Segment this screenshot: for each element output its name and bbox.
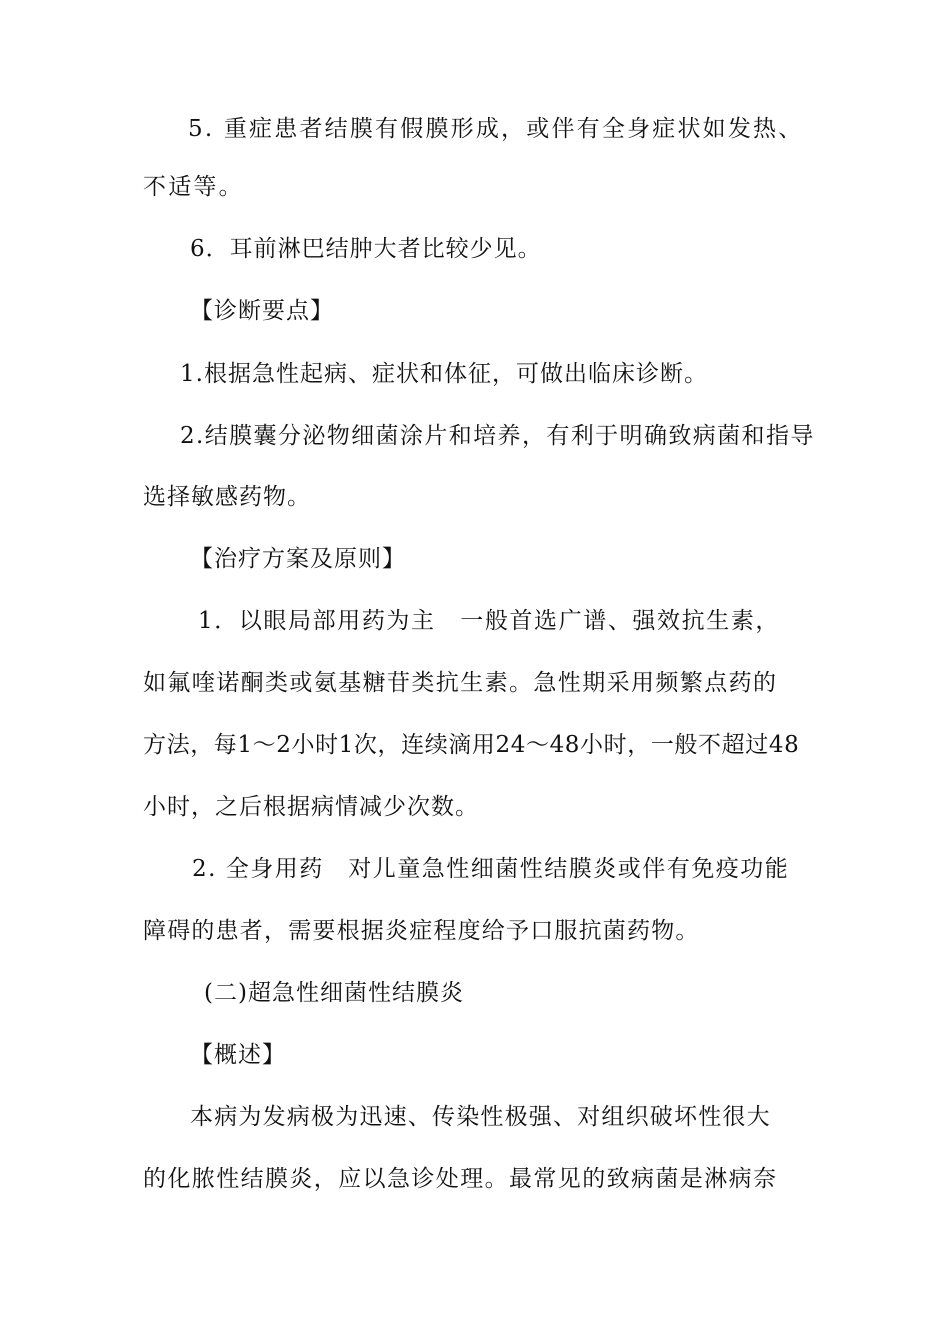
section-heading-diagnosis: 【诊断要点】: [190, 298, 334, 324]
text-line-6: 2.结膜囊分泌物细菌涂片和培养，有利于明确致病菌和指导: [180, 423, 815, 449]
section-heading-treatment: 【治疗方案及原则】: [190, 546, 406, 572]
section-heading-overview: 【概述】: [190, 1042, 286, 1068]
text-line-5: 1.根据急性起病、症状和体征，可做出临床诊断。: [180, 361, 708, 387]
text-line-18: 的化脓性结膜炎，应以急诊处理。最常见的致病菌是淋病奈: [143, 1166, 778, 1192]
subsection-heading: (二)超急性细菌性结膜炎: [204, 980, 464, 1006]
text-line-13: 2. 全身用药 对儿童急性细菌性结膜炎或伴有免疫功能: [192, 856, 790, 882]
text-line-2: 不适等。: [143, 174, 244, 200]
text-line-17: 本病为发病极为迅速、传染性极强、对组织破坏性很大: [190, 1104, 771, 1130]
text-line-12: 小时，之后根据病情减少次数。: [143, 794, 479, 820]
text-line-11: 方法，每1～2小时1次，连续滴用24～48小时，一般不超过48: [143, 732, 800, 758]
text-line-9: 1．以眼局部用药为主 一般首选广谱、强效抗生素，: [198, 608, 781, 634]
text-line-7: 选择敏感药物。: [143, 484, 311, 510]
text-line-10: 如氟喹诺酮类或氨基糖苷类抗生素。急性期采用频繁点药的: [143, 670, 778, 696]
text-line-1: 5. 重症患者结膜有假膜形成，或伴有全身症状如发热、: [188, 116, 804, 142]
text-line-14: 障碍的患者，需要根据炎症程度给予口服抗菌药物。: [143, 918, 700, 944]
text-line-3: 6．耳前淋巴结肿大者比较少见。: [190, 236, 542, 262]
